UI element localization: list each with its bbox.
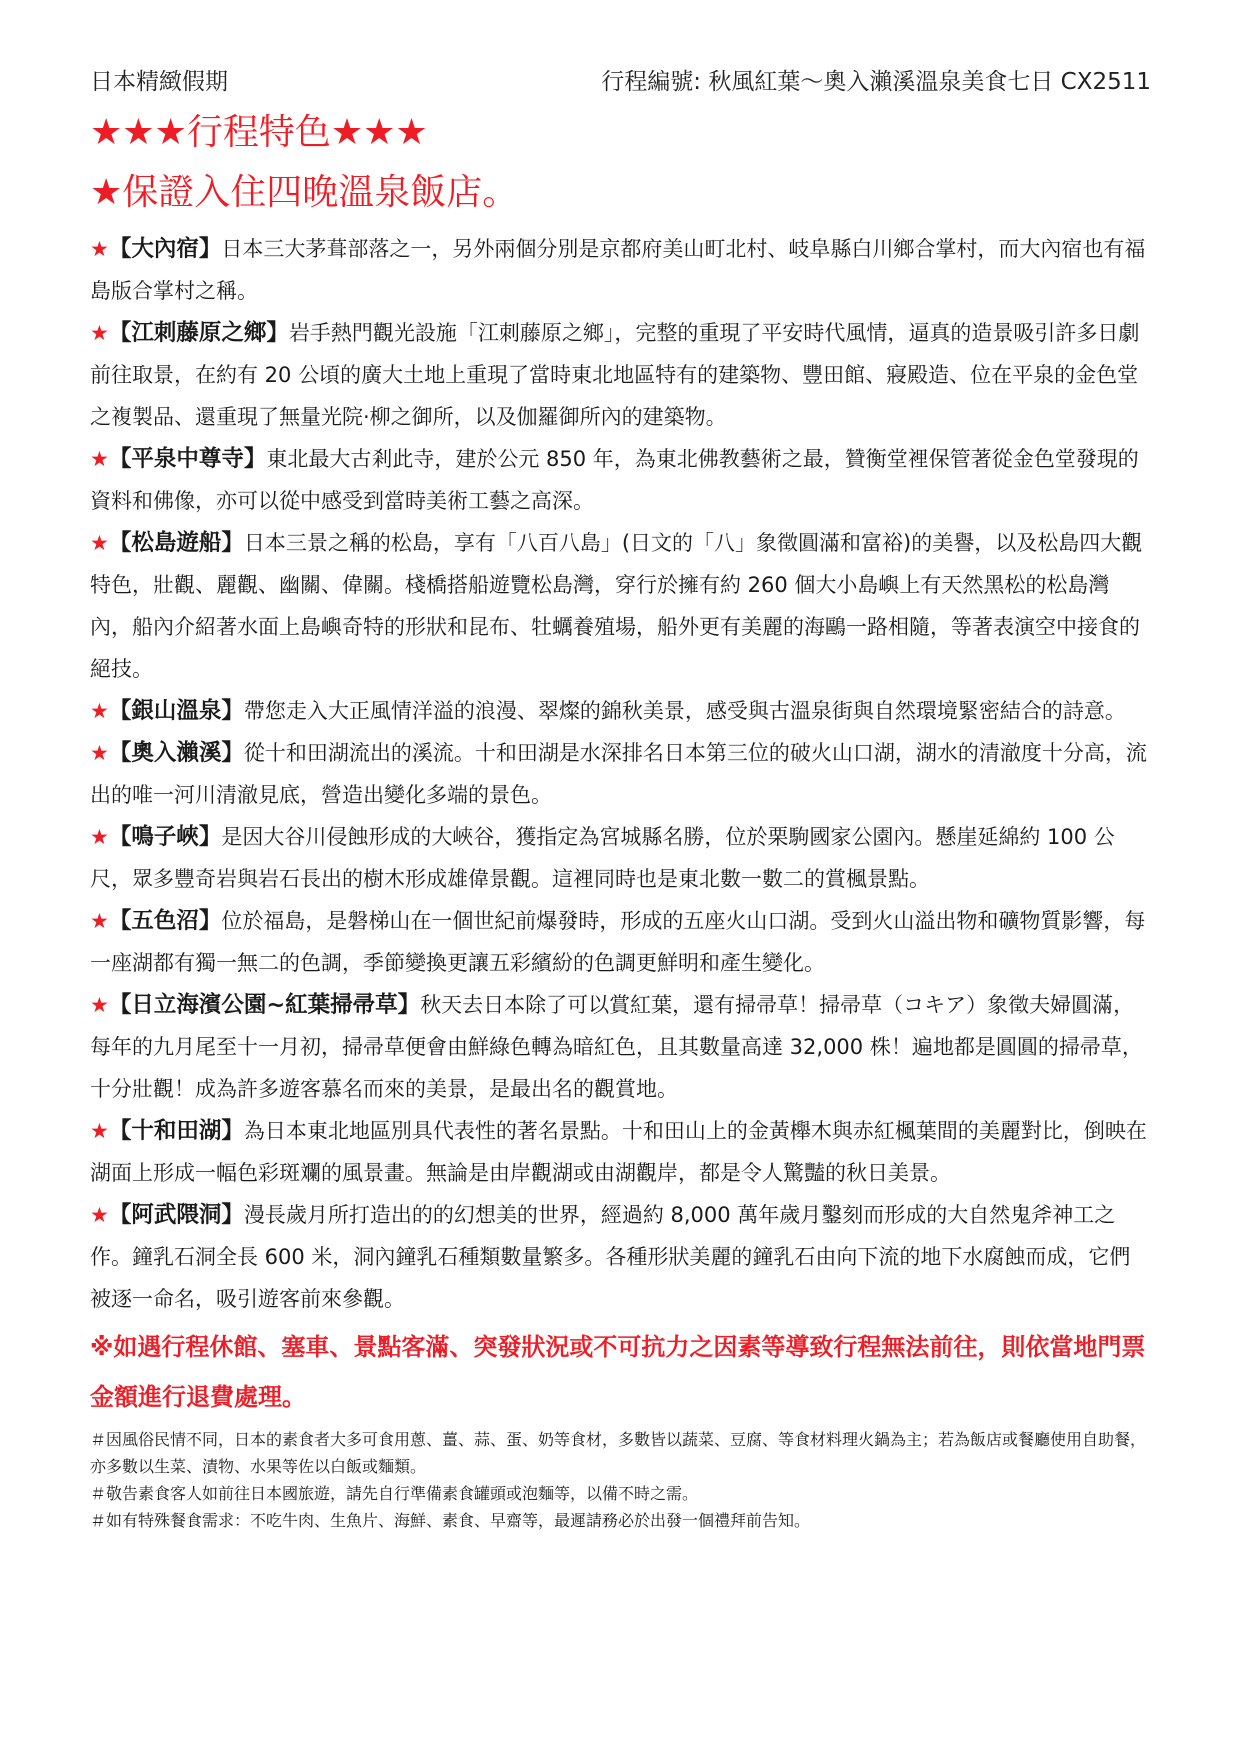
star-icon: ★ xyxy=(90,993,109,1017)
feature-item xyxy=(90,816,1151,900)
feature-item xyxy=(90,984,1151,1110)
star-icon: ★ xyxy=(90,909,109,933)
tour-code: 行程編號: 秋風紅葉～奧入瀨溪溫泉美食七日 CX2511 xyxy=(601,69,1151,95)
dietary-notes xyxy=(90,1426,1151,1534)
feature-name: 【奧入瀨溪】 xyxy=(108,740,244,766)
star-icon: ★ xyxy=(90,1203,109,1227)
page-header xyxy=(90,62,1151,102)
note-item: ＃如有特殊餐食需求：不吃牛肉、生魚片、海鮮、素食、早齋等，最遲請務必於出發一個禮拜前告知。 xyxy=(90,1511,811,1530)
feature-text: 為日本東北地區別具代表性的著名景點。十和田山上的金黃櫸木與赤紅楓葉間的美麗對比，倒映在湖面上形成一幅色彩斑斕的風景畫。無論是由岸觀湖或由湖觀岸，都是令人驚豔的秋日美景。 xyxy=(90,1119,1147,1185)
feature-text: 位於福島，是磐梯山在一個世紀前爆發時，形成的五座火山口湖。受到火山溢出物和礦物質影響，每一座湖都有獨一無二的色調，季節變換更讓五彩繽紛的色調更鮮明和產生變化。 xyxy=(90,909,1146,975)
star-icon: ★ xyxy=(90,699,109,723)
feature-text: 從十和田湖流出的溪流。十和田湖是水深排名日本第三位的破火山口湖，湖水的清澈度十分高，流出的唯一河川清澈見底，營造出變化多端的景色。 xyxy=(90,741,1147,807)
star-icon: ★ xyxy=(90,447,109,471)
feature-item xyxy=(90,690,1151,732)
feature-name: 【江刺藤原之鄉】 xyxy=(108,320,289,346)
feature-name: 【阿武隈洞】 xyxy=(108,1202,244,1228)
note-item: ＃因風俗民情不同，日本的素食者大多可食用蔥、薑、蒜、蛋、奶等食材，多數皆以蔬菜、豆腐、等食材料理火鍋為主；若為飯店或餐廳使用自助餐，亦多數以生菜、漬物、水果等佐以白飯或麵類。 xyxy=(90,1430,1147,1476)
feature-item xyxy=(90,312,1151,438)
feature-text: 帶您走入大正風情洋溢的浪漫、翠燦的錦秋美景，感受與古溫泉街與自然環境緊密結合的詩意。 xyxy=(243,699,1126,723)
feature-text: 岩手熱門觀光設施「江刺藤原之鄉」，完整的重現了平安時代風情，逼真的造景吸引許多日劇前往取景，在約有 20 公頃的廣大土地上重現了當時東北地區特有的建築物、豐田館、寢殿造、位在平泉的金色堂之複製品、還重現了無量光院·柳之御所，以及伽羅御所內的建築物。 xyxy=(90,321,1140,429)
star-icon: ★ xyxy=(90,531,109,555)
feature-name: 【五色沼】 xyxy=(108,908,222,934)
star-icon: ★ xyxy=(90,1119,109,1143)
hotel-guarantee: ★保證入住四晚溫泉飯店。 xyxy=(90,172,519,213)
feature-name: 【鳴子峽】 xyxy=(108,824,222,850)
feature-name: 【銀山溫泉】 xyxy=(108,698,244,724)
star-icon: ★ xyxy=(90,825,109,849)
feature-item xyxy=(90,522,1151,690)
star-icon: ★ xyxy=(90,741,109,765)
brand-name: 日本精緻假期 xyxy=(90,69,228,95)
feature-list xyxy=(90,228,1151,1320)
feature-item xyxy=(90,438,1151,522)
feature-name: 【平泉中尊寺】 xyxy=(108,446,267,472)
note-item: ＃敬告素食客人如前往日本國旅遊，請先自行準備素食罐頭或泡麵等，以備不時之需。 xyxy=(90,1484,699,1503)
star-icon: ★ xyxy=(90,237,109,261)
section-title: ★★★行程特色★★★ xyxy=(90,112,428,153)
feature-item xyxy=(90,1194,1151,1320)
feature-name: 【日立海濱公園~紅葉掃帚草】 xyxy=(108,992,421,1018)
feature-text: 漫長歲月所打造出的的幻想美的世界，經過約 8,000 萬年歲月鑿刻而形成的大自然鬼斧神工之作。鐘乳石洞全長 600 米，洞內鐘乳石種類數量繁多。各種形狀美麗的鐘乳石由向下流的地下水腐蝕而成，它們被逐一命名，吸引遊客前來參觀。 xyxy=(90,1203,1131,1311)
feature-name: 【大內宿】 xyxy=(108,236,222,262)
star-icon: ★ xyxy=(90,321,109,345)
feature-item xyxy=(90,900,1151,984)
feature-item xyxy=(90,1110,1151,1194)
feature-text: 東北最大古剎此寺，建於公元 850 年，為東北佛教藝術之最，贊衡堂裡保管著從金色堂發現的資料和佛像，亦可以從中感受到當時美術工藝之高深。 xyxy=(90,447,1139,513)
feature-item xyxy=(90,228,1151,312)
feature-name: 【十和田湖】 xyxy=(108,1118,244,1144)
refund-notice: ※如遇行程休館、塞車、景點客滿、突發狀況或不可抗力之因素等導致行程無法前往，則依當地門票金額進行退費處理。 xyxy=(90,1333,1146,1411)
feature-text: 秋天去日本除了可以賞紅葉，還有掃帚草！掃帚草（コキア）象徵夫婦圓滿，每年的九月尾至十一月初，掃帚草便會由鮮綠色轉為暗紅色，且其數量高達 32,000 株！遍地都是圓圓的掃帚草，十分壯觀！成為許多遊客慕名而來的美景，是最出名的觀賞地。 xyxy=(90,993,1143,1101)
feature-name: 【松島遊船】 xyxy=(108,530,244,556)
feature-text: 日本三大茅葺部落之一，另外兩個分別是京都府美山町北村、岐阜縣白川鄉合掌村，而大內宿也有福島版合掌村之稱。 xyxy=(90,237,1146,303)
feature-item xyxy=(90,732,1151,816)
feature-text: 是因大谷川侵蝕形成的大峽谷，獲指定為宮城縣名勝，位於栗駒國家公園內。懸崖延綿約 100 公尺，眾多豐奇岩與岩石長出的樹木形成雄偉景觀。這裡同時也是東北數一數二的賞楓景點。 xyxy=(90,825,1115,891)
feature-text: 日本三景之稱的松島，享有「八百八島」(日文的「八」象徵圓滿和富裕)的美譽，以及松島四大觀特色，壯觀、麗觀、幽關、偉關。棧橋搭船遊覽松島灣，穿行於擁有約 260 個大小島嶼上有天然黑松的松島灣內，船內介紹著水面上島嶼奇特的形狀和昆布、牡蠣養殖場，船外更有美麗的海鷗一路相隨，等著表演空中接食的絕技。 xyxy=(90,531,1143,681)
